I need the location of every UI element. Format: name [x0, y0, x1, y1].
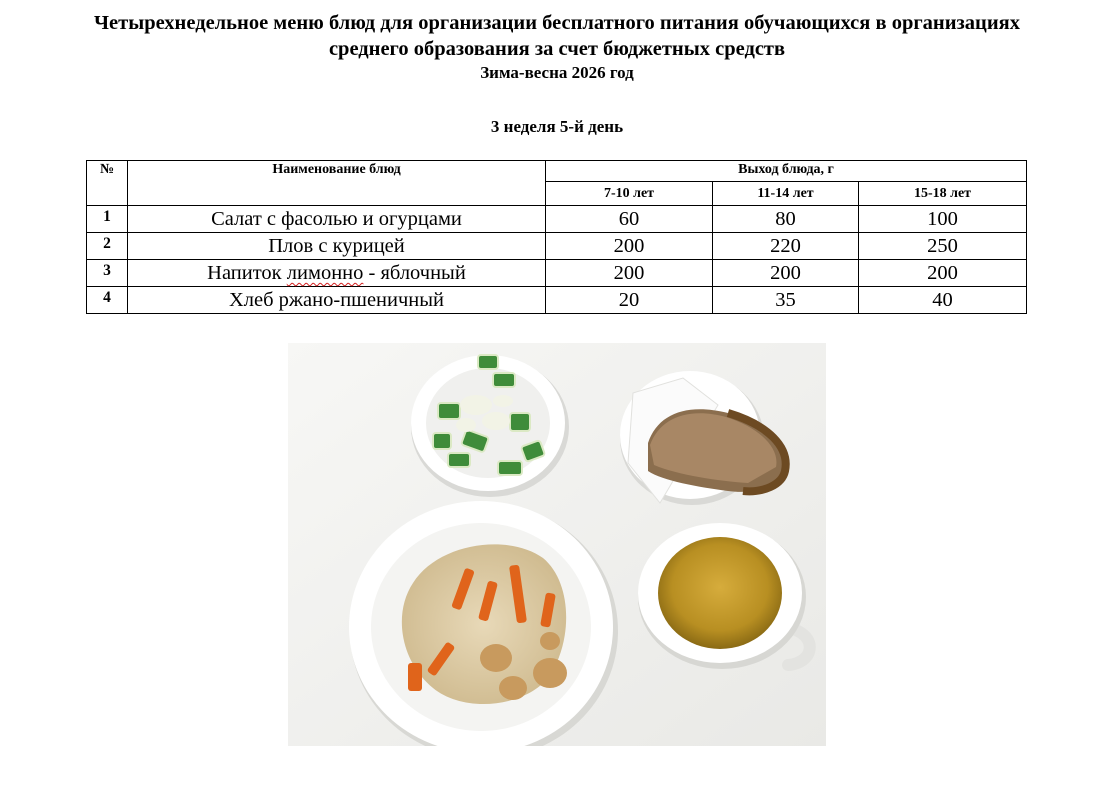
table-row [87, 260, 1027, 287]
meal-photo [288, 343, 826, 746]
yield-7-10: 60 [546, 206, 713, 233]
number-header: № [87, 161, 128, 206]
season-label: Зима-весна 2026 год [480, 63, 634, 82]
yield-7-10: 200 [546, 233, 713, 260]
yield-11-14: 35 [713, 287, 859, 314]
yield-11-14: 80 [713, 206, 859, 233]
row-number: 4 [87, 287, 128, 314]
row-number: 1 [87, 206, 128, 233]
meal-photo-drawing [288, 343, 826, 746]
yield-7-10: 20 [546, 287, 713, 314]
dish-name-part: Напиток [207, 262, 287, 284]
table-row [87, 233, 1027, 260]
table-row [87, 287, 1027, 314]
table-header-row [87, 161, 1027, 182]
yield-11-14: 220 [713, 233, 859, 260]
yield-15-18: 40 [859, 287, 1027, 314]
dish-name [128, 260, 546, 287]
table-row [87, 206, 1027, 233]
yield-header: Выход блюда, г [546, 161, 1027, 182]
day-label: 3 неделя 5-й день [490, 117, 624, 136]
dish-name: Плов с курицей [128, 233, 546, 260]
document-header [0, 10, 1114, 84]
row-number: 3 [87, 260, 128, 287]
yield-15-18: 250 [859, 233, 1027, 260]
yield-15-18: 200 [859, 260, 1027, 287]
yield-15-18: 100 [859, 206, 1027, 233]
spellcheck-flagged-word: лимонно [286, 262, 364, 284]
age-header-11-14: 11-14 лет [713, 182, 859, 206]
age-header-7-10: 7-10 лет [546, 182, 713, 206]
row-number: 2 [87, 233, 128, 260]
yield-11-14: 200 [713, 260, 859, 287]
document-title-line1: Четырехнедельное меню блюд для организации бесплатного питания обучающихся в организациях [94, 12, 1020, 34]
age-header-15-18: 15-18 лет [859, 182, 1027, 206]
dish-name-header: Наименование блюд [128, 161, 546, 206]
document-title-line2: среднего образования за счет бюджетных средств [328, 38, 786, 60]
dish-name: Хлеб ржано-пшеничный [128, 287, 546, 314]
menu-table [86, 160, 1027, 314]
dish-name-part: - яблочный [363, 262, 466, 284]
yield-7-10: 200 [546, 260, 713, 287]
dish-name: Салат с фасолью и огурцами [128, 206, 546, 233]
